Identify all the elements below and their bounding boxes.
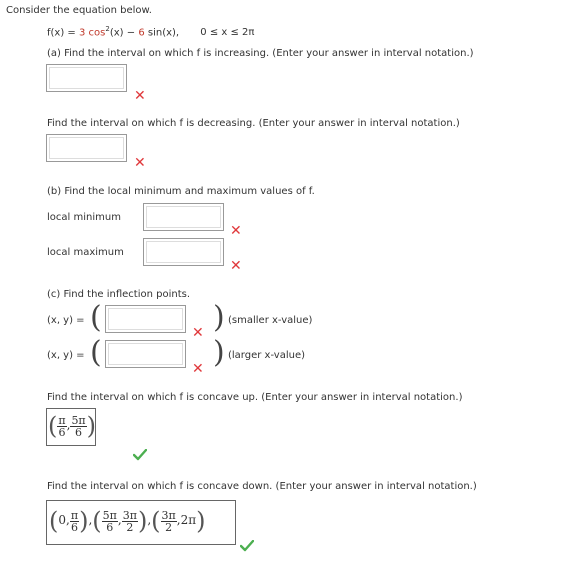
frac-pi-6: $\frac{\pi}{6}$ bbox=[58, 413, 66, 439]
equation-coef-6: 6 bbox=[138, 27, 145, 39]
part-b-prompt: (b) Find the local minimum and maximum values of f. bbox=[47, 186, 315, 197]
close-paren: ) bbox=[213, 300, 225, 335]
equation-domain: 0 ≤ x ≤ 2π bbox=[200, 27, 255, 39]
equation-coef-3: 3 cos bbox=[78, 27, 106, 39]
open-paren: ( bbox=[90, 300, 102, 335]
equation-term1b: (x) bbox=[109, 27, 124, 39]
local-min-input[interactable] bbox=[143, 203, 224, 231]
wrong-mark-icon: ✕ bbox=[230, 223, 242, 239]
inflection-larger-input[interactable] bbox=[105, 340, 186, 368]
part-c-prompt: (c) Find the inflection points. bbox=[47, 289, 191, 300]
decreasing-prompt: Find the interval on which f is decreasing. (Enter your answer in interval notation.) bbox=[47, 118, 460, 129]
frac-5pi-6: $\frac{5\pi}{6}$ bbox=[102, 508, 117, 534]
concave-up-answer[interactable]: ( $\frac{\pi}{6}$ , $\frac{5\pi}{6}$ ) bbox=[46, 408, 96, 446]
part-a-prompt: (a) Find the interval on which f is increasing. (Enter your answer in interval notation.) bbox=[47, 48, 474, 59]
check-icon bbox=[240, 540, 254, 552]
open-paren: ( bbox=[90, 335, 102, 370]
intro-text: Consider the equation below. bbox=[6, 5, 152, 16]
equation-exponent: 2 bbox=[105, 25, 110, 33]
xy-label-smaller: (x, y) = bbox=[47, 315, 85, 326]
frac-5pi-6: $\frac{5\pi}{6}$ bbox=[71, 413, 86, 439]
wrong-mark-icon: ✕ bbox=[192, 361, 204, 377]
frac-3pi-2: $\frac{3\pi}{2}$ bbox=[122, 508, 137, 534]
smaller-x-label: (smaller x-value) bbox=[228, 315, 313, 326]
wrong-mark-icon: ✕ bbox=[192, 325, 204, 341]
xy-label-larger: (x, y) = bbox=[47, 350, 85, 361]
decreasing-interval-input[interactable] bbox=[46, 134, 127, 162]
two-pi-value: 2π bbox=[180, 513, 197, 527]
larger-x-label: (larger x-value) bbox=[228, 350, 306, 361]
check-icon bbox=[133, 449, 147, 461]
local-min-label: local minimum bbox=[47, 212, 121, 223]
frac-pi-6: $\frac{\pi}{6}$ bbox=[70, 508, 79, 534]
zero-value: 0, bbox=[58, 513, 70, 527]
equation-term2b: sin(x), bbox=[144, 27, 180, 39]
inflection-smaller-input[interactable] bbox=[105, 305, 186, 333]
equation-lhs: f(x) = bbox=[47, 27, 79, 39]
concave-down-prompt: Find the interval on which f is concave down. (Enter your answer in interval notation.) bbox=[47, 481, 477, 492]
increasing-interval-input[interactable] bbox=[46, 64, 127, 92]
local-max-input[interactable] bbox=[143, 238, 224, 266]
wrong-mark-icon: ✕ bbox=[134, 88, 146, 104]
wrong-mark-icon: ✕ bbox=[230, 258, 242, 274]
close-paren: ) bbox=[213, 335, 225, 370]
equation bbox=[47, 25, 254, 38]
local-max-label: local maximum bbox=[47, 247, 124, 258]
wrong-mark-icon: ✕ bbox=[134, 155, 146, 171]
frac-3pi-2: $\frac{3\pi}{2}$ bbox=[161, 508, 176, 534]
equation-minus: − bbox=[123, 27, 139, 39]
concave-up-prompt: Find the interval on which f is concave up. (Enter your answer in interval notation.) bbox=[47, 392, 463, 403]
concave-down-answer[interactable]: (0, $\frac{\pi}{6}$ ),( $\frac{5\pi}{6}$ , $\frac{3\pi}{2}$ ),( $\frac{3\pi}{2}$ ,2π) bbox=[46, 500, 236, 545]
